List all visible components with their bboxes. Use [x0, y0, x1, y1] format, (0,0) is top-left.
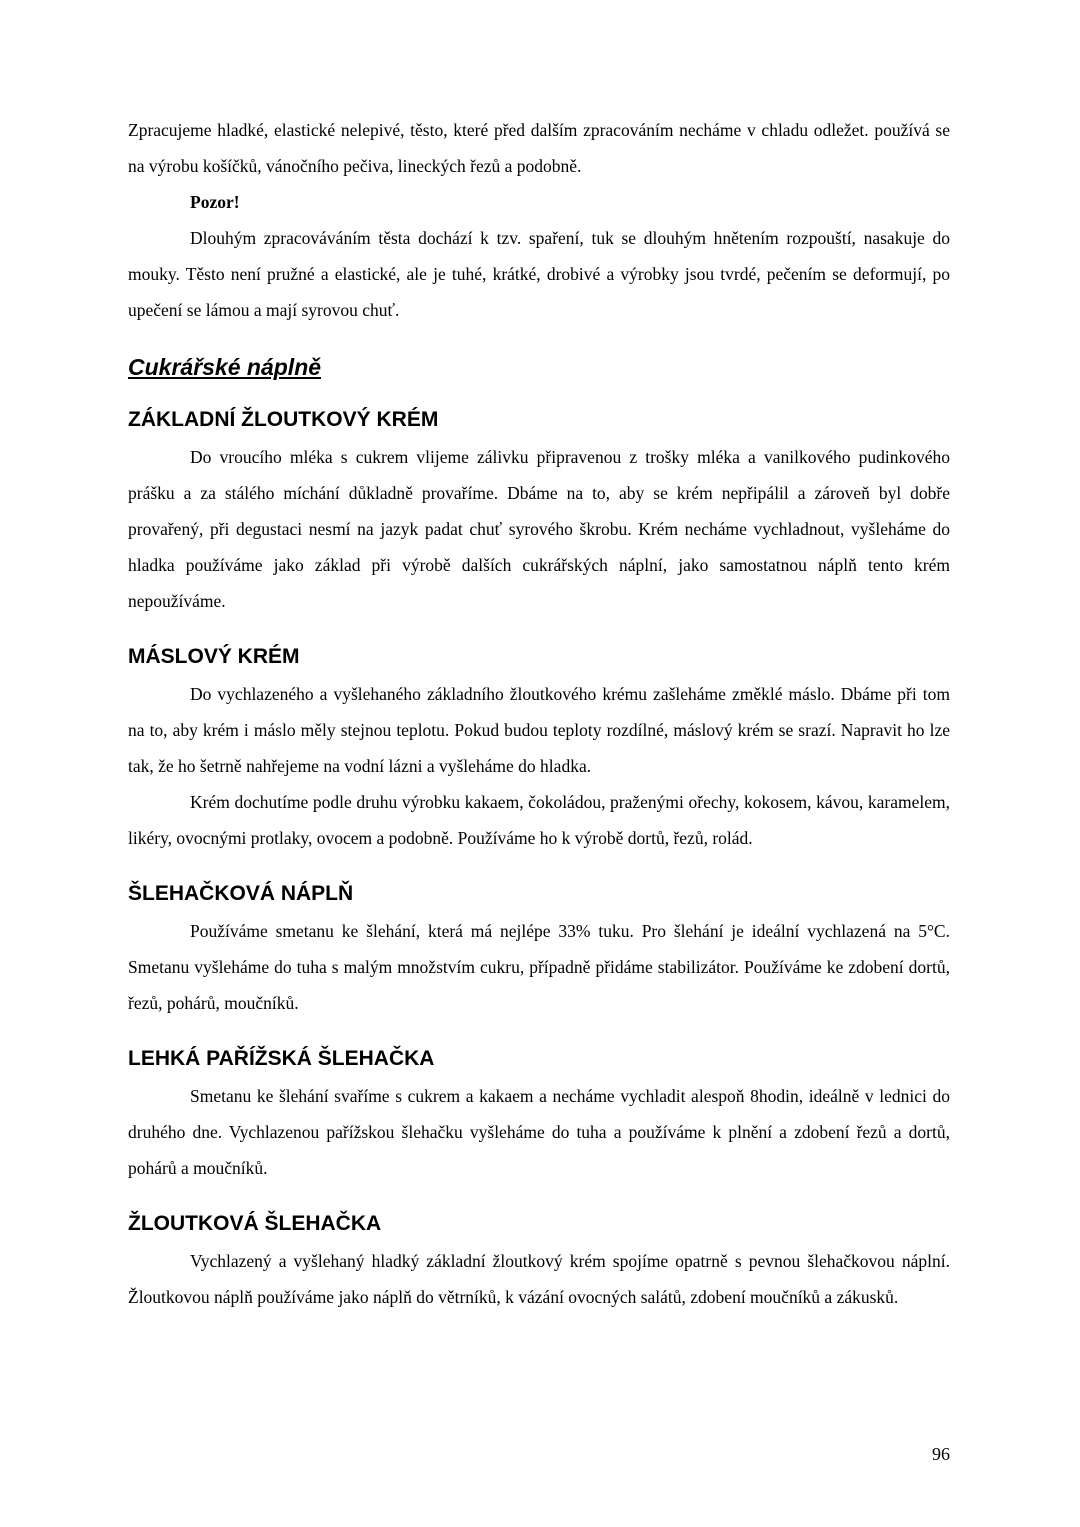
intro-paragraph-2: Dlouhým zpracováváním těsta dochází k tzv. spaření, tuk se dlouhým hnětením rozpouští, nasakuje do mouky. Těsto není pružné a elastické, ale je tuhé, krátké, drobivé a výrobky jsou tvrdé, pečením se deformují, po upečení se lámou a mají syrovou chuť.	[128, 228, 950, 320]
section-paragraph: Do vroucího mléka s cukrem vlijeme zálivku připravenou z trošky mléka a vanilkového pudinkového prášku a za stálého míchání důkladně provaříme. Dbáme na to, aby se krém nepřipálil a zároveň byl dobře provařený, při degustaci nesmí na jazyk padat chuť syrového škrobu. Krém necháme vychladnout, vyšleháme do hladka používáme jako základ při výrobě dalších cukrářských náplní, jako samostatnou náplň tento krém nepoužíváme.	[128, 447, 950, 611]
section-paragraph: Používáme smetanu ke šlehání, která má nejlépe 33% tuku. Pro šlehání je ideální vychlazená na 5°C. Smetanu vyšleháme do tuha s malým množstvím cukru, případně přidáme stabilizátor. Používáme ke zdobení dortů, řezů, pohárů, moučníků.	[128, 921, 950, 1013]
section-paragraph: Krém dochutíme podle druhu výrobku kakaem, čokoládou, praženými ořechy, kokosem, kávou, karamelem, likéry, ovocnými protlaky, ovocem a podobně. Používáme ho k výrobě dortů, řezů, rolád.	[128, 792, 950, 848]
section-heading-slehackova-napln: ŠLEHAČKOVÁ NÁPLŇ	[128, 882, 354, 905]
section-heading-zloutkova-slehacka: ŽLOUTKOVÁ ŠLEHAČKA	[128, 1212, 382, 1235]
section-heading-lehka-parizska-slehacka: LEHKÁ PAŘÍŽSKÁ ŠLEHAČKA	[128, 1047, 435, 1070]
section-heading-zakladni-zloutkovy-krem: ZÁKLADNÍ ŽLOUTKOVÝ KRÉM	[128, 408, 439, 431]
section-paragraph: Smetanu ke šlehání svaříme s cukrem a kakaem a necháme vychladit alespoň 8hodin, ideálně v lednici do druhého dne. Vychlazenou pařížskou šlehačku vyšleháme do tuha a používáme k plnění a zdobení řezů a dortů, pohárů a moučníků.	[128, 1086, 950, 1178]
section-paragraph: Do vychlazeného a vyšlehaného základního žloutkového krému zašleháme změklé máslo. Dbáme při tom na to, aby krém i máslo měly stejnou teplotu. Pokud budou teploty rozdílné, máslový krém se srazí. Napravit ho lze tak, že ho šetrně nahřejeme na vodní lázni a vyšleháme do hladka.	[128, 684, 950, 776]
section-heading-maslovy-krem: MÁSLOVÝ KRÉM	[128, 645, 300, 668]
page-number: 96	[932, 1444, 950, 1464]
warning-label: Pozor!	[190, 192, 240, 212]
intro-paragraph-1: Zpracujeme hladké, elastické nelepivé, těsto, které před dalším zpracováním necháme v chladu odležet. používá se na výrobu košíčků, vánočního pečiva, lineckých řezů a podobně.	[128, 120, 950, 176]
section-paragraph: Vychlazený a vyšlehaný hladký základní žloutkový krém spojíme opatrně s pevnou šlehačkovou náplní. Žloutkovou náplň používáme jako náplň do větrníků, k vázání ovocných salátů, zdobení moučníků a zákusků.	[128, 1251, 950, 1307]
chapter-title: Cukrářské náplně	[128, 354, 322, 380]
